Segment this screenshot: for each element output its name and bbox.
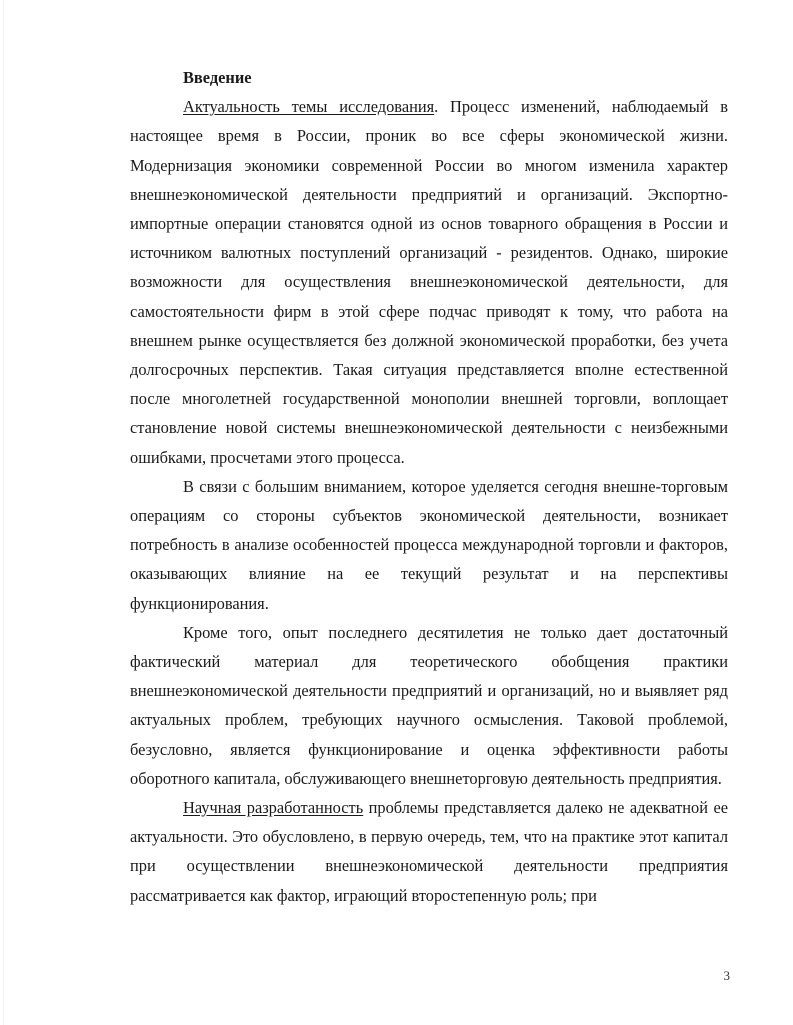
paragraph-research-degree — [130, 793, 728, 910]
section-heading: Введение — [183, 68, 252, 87]
paragraph-body: . Процесс изменений, наблюдаемый в настоящее время в России, проник во все сферы экономической жизни. Модернизация экономики современной России во многом изменила характер внешнеэкономической деятельности предприятий и организаций. Экспортно-импортные операции становятся одной из основ товарного обращения в России и источником валютных поступлений организаций - резидентов. Однако, широкие возможности для осуществления внешнеэкономической деятельности, для самостоятельности фирм в этой сфере подчас приводят к тому, что работа на внешнем рынке осуществляется без должной экономической проработки, без учета долгосрочных перспектив. Такая ситуация представляется вполне естественной после многолетней государственной монополии внешней торговли, воплощает становление новой системы внешнеэкономической деятельности с неизбежными ошибками, просчетами этого процесса. — [130, 97, 728, 467]
paragraph-body: В связи с большим вниманием, которое уделяется сегодня внешне-торговым операциям со стороны субъектов экономической деятельности, возникает потребность в анализе особенностей процесса международной торговли и факторов, оказывающих влияние на ее текущий результат и на перспективы функционирования. — [130, 476, 728, 613]
page-content — [130, 63, 728, 910]
paragraph-body: Кроме того, опыт последнего десятилетия не только дает достаточный фактический материал для теоретического обобщения практики внешнеэкономической деятельности предприятий и организаций, но и выявляет ряд актуальных проблем, требующих научного осмысления. Таковой проблемой, безусловно, является функционирование и оценка эффективности работы оборотного капитала, обслуживающего внешнеторговую деятельность предприятия. — [130, 622, 728, 788]
paragraph-experience — [130, 618, 728, 793]
page-number: 3 — [723, 968, 730, 983]
scan-edge-shadow — [3, 0, 4, 1025]
paragraph-body: проблемы представляется далеко не адекватной ее актуальности. Это обусловлено, в первую очередь, тем, что на практике этот капитал при осуществлении внешнеэкономической деятельности предприятия рассматривается как фактор, играющий второстепенную роль; при — [130, 798, 728, 905]
paragraph-lead-underlined: Актуальность темы исследования — [183, 97, 435, 117]
paragraph-foreign-trade — [130, 472, 728, 618]
paragraph-lead-underlined: Научная разработанность — [183, 798, 364, 818]
paragraph-relevance — [130, 92, 728, 472]
